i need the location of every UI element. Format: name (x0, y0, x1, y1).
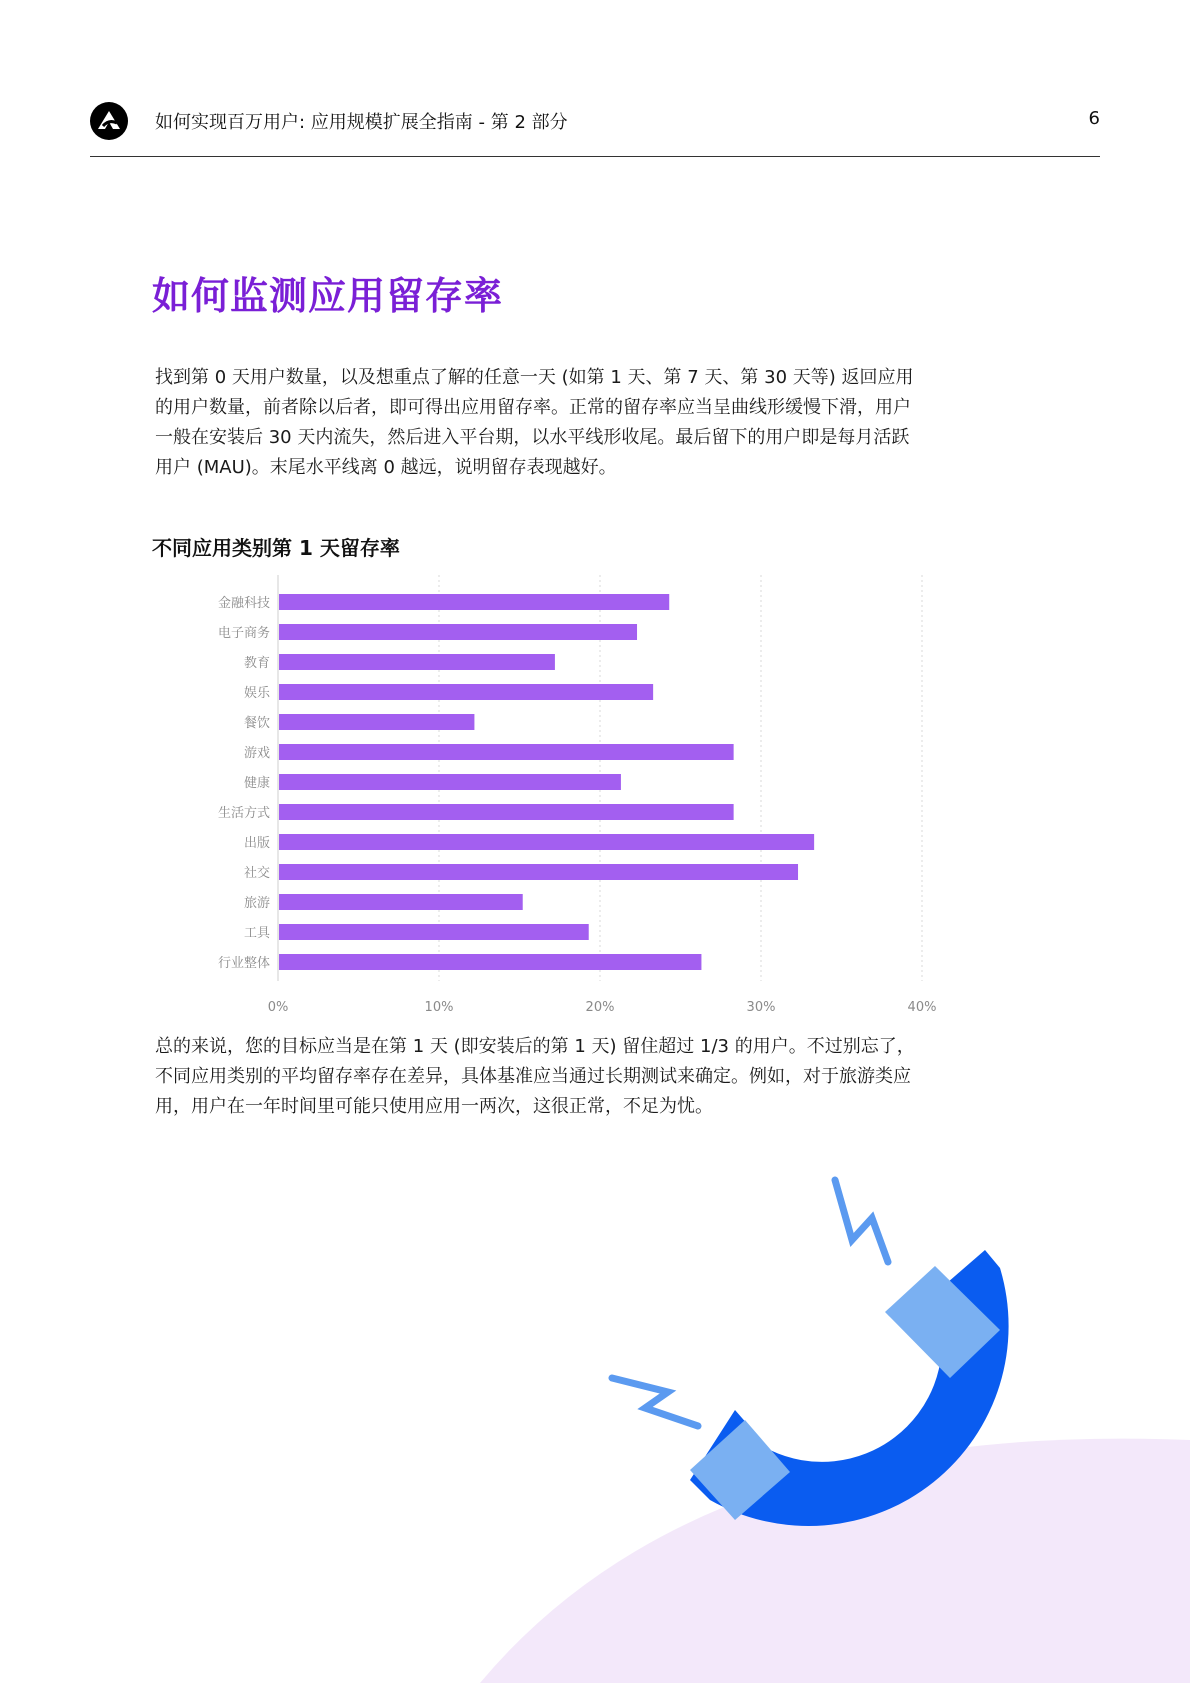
magnet-tip-right (885, 1266, 1000, 1378)
x-tick-label: 0% (267, 1000, 289, 1015)
bar (279, 924, 589, 940)
magnet-tip-left (690, 1420, 790, 1520)
category-label: 行业整体 (217, 956, 270, 971)
category-label: 出版 (243, 836, 270, 851)
bar (279, 774, 621, 790)
bar (279, 654, 555, 670)
spark-top (835, 1180, 888, 1262)
x-tick-label: 40% (907, 1000, 937, 1015)
category-label: 生活方式 (217, 806, 270, 821)
x-tick-label: 10% (424, 1000, 454, 1015)
section-heading: 如何监测应用留存率 (152, 274, 504, 318)
page-number: 6 (1088, 108, 1100, 129)
x-tick-label: 30% (746, 1000, 776, 1015)
bar (279, 894, 523, 910)
bar (279, 624, 637, 640)
bar (279, 714, 474, 730)
category-label: 娱乐 (243, 686, 270, 701)
category-label: 餐饮 (243, 716, 270, 731)
retention-bar-chart (150, 575, 950, 1015)
spark-left (612, 1378, 698, 1426)
bar (279, 954, 701, 970)
bar (279, 594, 669, 610)
category-label: 社交 (243, 866, 270, 881)
bar (279, 684, 653, 700)
page-header (90, 96, 1100, 157)
bar (279, 834, 814, 850)
magnet-body (690, 1250, 1009, 1526)
document-title: 如何实现百万用户: 应用规模扩展全指南 - 第 2 部分 (155, 112, 568, 133)
chart-title: 不同应用类别第 1 天留存率 (152, 536, 400, 560)
category-label: 旅游 (243, 896, 270, 911)
x-tick-label: 20% (585, 1000, 615, 1015)
bar (279, 744, 734, 760)
bar (279, 804, 734, 820)
category-label: 金融科技 (217, 596, 270, 611)
category-label: 电子商务 (217, 626, 270, 641)
category-label: 工具 (243, 926, 270, 941)
summary-paragraph: 总的来说，您的目标应当是在第 1 天 (即安装后的第 1 天) 留住超过 1/3 的用户。不过别忘了，不同应用类别的平均留存率存在差异，具体基准应当通过长期测试来确定。例如，对于旅游类应用，用户在一年时间里可能只使用应用一两次，这很正常，不足为忧。 (155, 1036, 915, 1117)
bar (279, 864, 798, 880)
category-label: 游戏 (243, 746, 270, 761)
brand-logo-icon (90, 102, 128, 140)
category-label: 教育 (243, 656, 270, 671)
background-blob (480, 1439, 1190, 1683)
category-label: 健康 (243, 776, 270, 791)
intro-paragraph: 找到第 0 天用户数量，以及想重点了解的任意一天 (如第 1 天、第 7 天、第 30 天等) 返回应用的用户数量，前者除以后者，即可得出应用留存率。正常的留存率应当呈曲线形缓慢下滑，用户一般在安装后 30 天内流失，然后进入平台期，以水平线形收尾。最后留下的用户即是每月活跃用户 (MAU)。末尾水平线离 0 越远，说明留存表现越好。 (155, 367, 914, 478)
